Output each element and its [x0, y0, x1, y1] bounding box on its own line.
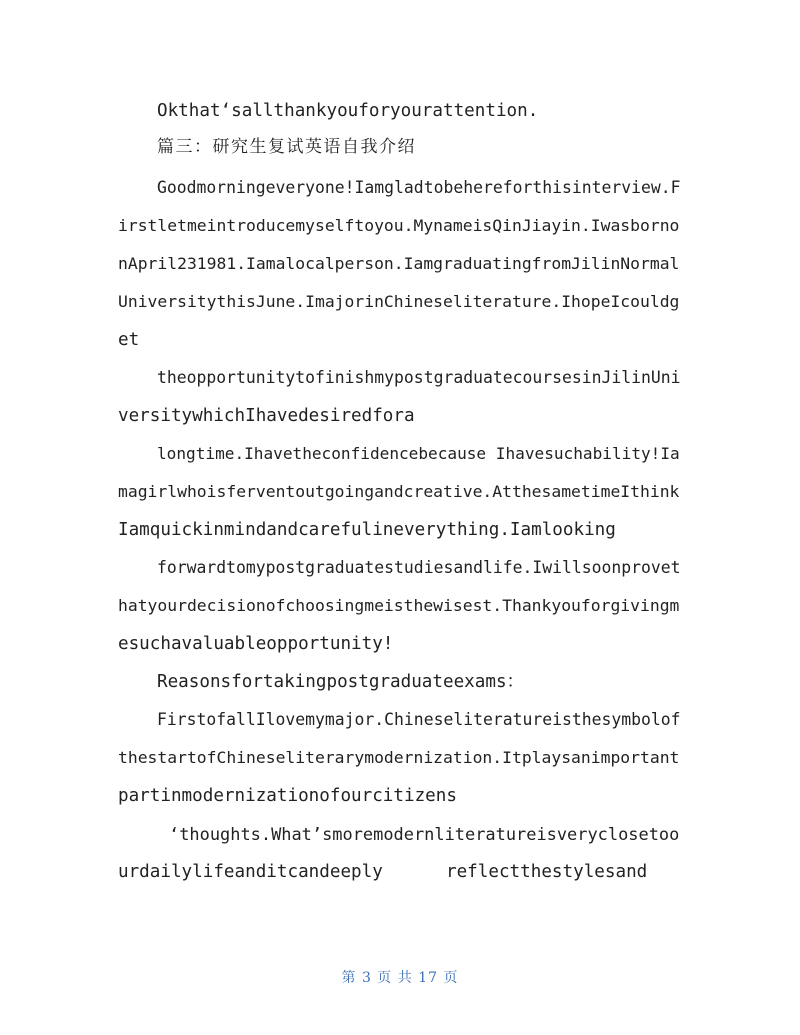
text-line: hatyourdecisionofchoosingmeisthewisest.Thankyouforgivingm: [118, 596, 680, 615]
text-line: irstletmeintroducemyselftoyou.MynameisQinJiayin.Iwasborno: [118, 216, 680, 235]
text-line: FirstofallIlovemymajor.Chineseliteratureisthesymbolof: [157, 710, 681, 729]
text-line: longtime.Ihavetheconfidencebecause Ihavesuchability!Ia: [157, 444, 680, 463]
text-line: forwardtomypostgraduatestudiesandlife.Iwillsoonprovet: [157, 558, 681, 577]
section-heading: 篇三：研究生复试英语自我介绍: [157, 137, 416, 157]
text-line: Goodmorningeveryone!Iamgladtobehereforthisinterview.F: [157, 178, 681, 197]
page-footer: [0, 967, 800, 987]
text-line: nApril231981.Iamalocalperson.IamgraduatingfromJilinNormal: [118, 254, 680, 273]
text-line: magirlwhoisferventoutgoingandcreative.AtthesametimeIthink: [118, 482, 680, 501]
text-line: esuchavaluableopportunity!: [118, 634, 394, 654]
text-line: versitywhichIhavedesiredfora: [118, 406, 415, 426]
text-line: Reasonsfortakingpostgraduateexams：: [157, 672, 525, 692]
text-line: theopportunitytofinishmypostgraduatecoursesinJilinUni: [157, 368, 681, 387]
text-line: Iamquickinmindandcarefulineverything.Iamlooking: [118, 520, 616, 540]
text-line: UniversitythisJune.ImajorinChineseliterature.IhopeIcouldg: [118, 292, 680, 311]
text-line: urdailylifeanditcandeeply: [118, 862, 383, 882]
text-line: et: [118, 330, 140, 350]
text-line: thestartofChineseliterarymodernization.Itplaysanimportant: [118, 748, 680, 767]
page-indicator: 第 3 页 共 17 页: [341, 970, 459, 986]
text-line: Okthat‘sallthankyouforyourattention.: [157, 101, 539, 121]
text-line: ‘thoughts.What’smoremodernliteratureisveryclosetoo: [169, 824, 680, 844]
text-line: reflectthestylesand: [446, 862, 648, 882]
text-line: partinmodernizationofourcitizens: [118, 786, 457, 806]
